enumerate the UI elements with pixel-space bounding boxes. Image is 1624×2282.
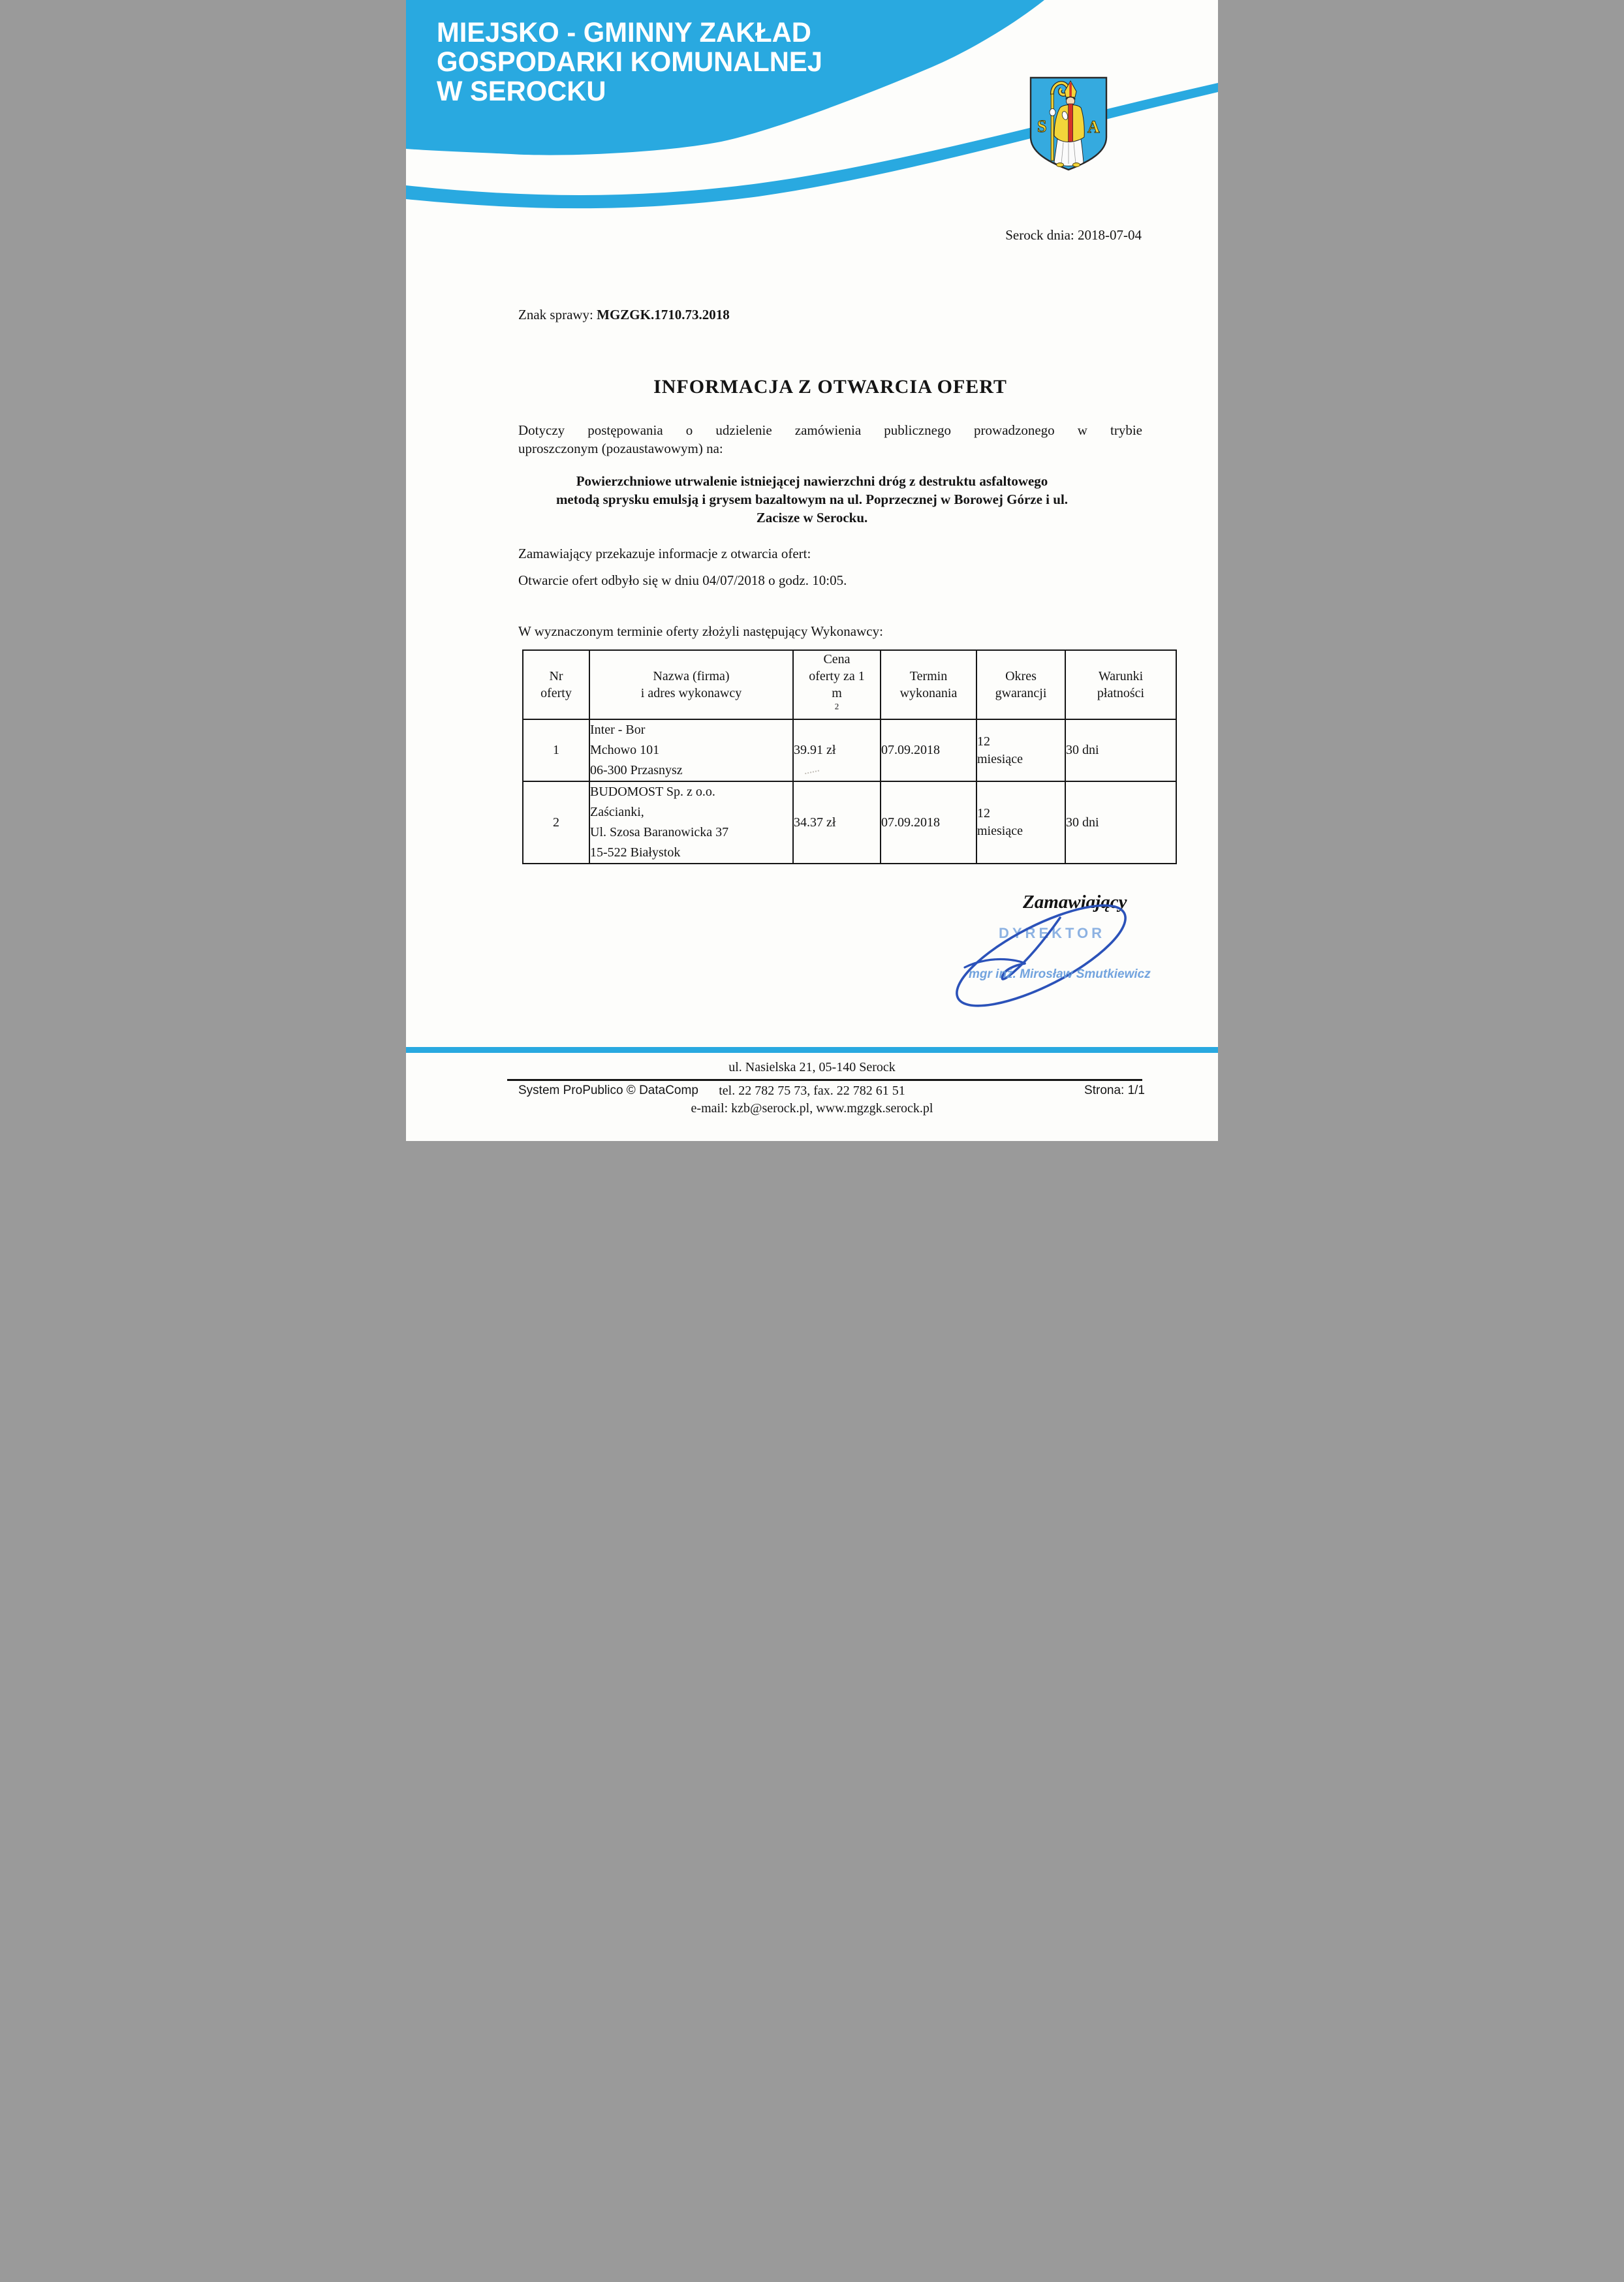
coat-letter-s: S bbox=[1037, 117, 1047, 136]
serock-coat-of-arms-icon bbox=[1027, 74, 1110, 173]
director-stamp-name: mgr inż. Mirosław Smutkiewicz bbox=[969, 967, 1151, 981]
payment-terms: 30 dni bbox=[1065, 719, 1176, 781]
organization-name-line: MIEJSKO - GMINNY ZAKŁAD bbox=[437, 17, 811, 48]
footer-address: ul. Nasielska 21, 05-140 Serock bbox=[728, 1060, 896, 1074]
warranty-period: 12 miesiące bbox=[976, 781, 1065, 864]
case-number-line bbox=[518, 307, 730, 323]
footer-system-credit: System ProPublico © DataComp bbox=[518, 1084, 698, 1097]
case-number-label: Znak sprawy: bbox=[518, 307, 593, 322]
completion-term: 07.09.2018 bbox=[881, 781, 976, 864]
footer-blue-stripe bbox=[406, 1047, 1218, 1053]
footer-divider bbox=[507, 1079, 1142, 1081]
table-row bbox=[523, 781, 1176, 864]
intro-line: Dotyczy postępowania o udzielenie zamówienia publicznego prowadzonego w trybie bbox=[518, 422, 1142, 438]
subject-line: metodą sprysku emulsją i grysem bazaltowym na ul. Poprzecznej w Borowej Górze i ul. bbox=[555, 492, 1069, 507]
col-header-payment: Warunki płatności bbox=[1065, 650, 1176, 719]
table-row bbox=[523, 719, 1176, 781]
offer-price: 39.91 zł bbox=[793, 719, 881, 781]
col-header-contractor: Nazwa (firma) i adres wykonawcy bbox=[589, 650, 793, 719]
offer-price: 34.37 zł bbox=[793, 781, 881, 864]
organization-name bbox=[437, 18, 822, 106]
footer-page-number: Strona: 1/1 bbox=[1084, 1084, 1145, 1097]
warranty-period: 12 miesiące bbox=[976, 719, 1065, 781]
intro-line: uproszczonym (pozaustawowym) na: bbox=[518, 441, 723, 456]
subject-line: Zacisze w Serocku. bbox=[756, 510, 868, 525]
opening-line: Otwarcie ofert odbyło się w dniu 04/07/2018 o godz. 10:05. bbox=[518, 572, 847, 588]
pen-signature bbox=[909, 899, 1137, 1020]
table-header-row bbox=[523, 650, 1176, 719]
col-header-offer-number: Nr oferty bbox=[523, 650, 589, 719]
col-header-price: Cena oferty za 1 m $^2$ bbox=[793, 650, 881, 719]
col-header-warranty: Okres gwarancji bbox=[976, 650, 1065, 719]
case-number-value: MGZGK.1710.73.2018 bbox=[597, 307, 730, 322]
organization-name-line: W SEROCKU bbox=[437, 76, 606, 107]
organization-name-line: GOSPODARKI KOMUNALNEJ bbox=[437, 46, 822, 78]
scan-smudge bbox=[804, 764, 819, 774]
signature-role-label: Zamawiający bbox=[1023, 892, 1127, 913]
coat-letter-a: A bbox=[1087, 117, 1100, 136]
footer-email: e-mail: kzb@serock.pl, www.mgzgk.serock.pl bbox=[691, 1101, 933, 1116]
director-stamp-title: DYREKTOR bbox=[999, 925, 1106, 941]
info-line: Zamawiający przekazuje informacje z otwarcia ofert: bbox=[518, 546, 811, 561]
footer-phone: tel. 22 782 75 73, fax. 22 782 61 51 bbox=[719, 1084, 905, 1098]
table-intro-line: W wyznaczonym terminie oferty złożyli następujący Wykonawcy: bbox=[518, 623, 883, 639]
col-header-term: Termin wykonania bbox=[881, 650, 976, 719]
subject-line: Powierzchniowe utrwalenie istniejącej nawierzchni dróg z destruktu asfaltowego bbox=[576, 473, 1048, 489]
offer-number: 2 bbox=[523, 781, 589, 864]
offers-table bbox=[522, 649, 1177, 864]
procurement-subject bbox=[486, 472, 1138, 527]
offer-number: 1 bbox=[523, 719, 589, 781]
document-page bbox=[406, 0, 1218, 1141]
contractor-name-address: BUDOMOST Sp. z o.o. Zaścianki, Ul. Szosa Baranowicka 37 15-522 Białystok bbox=[589, 781, 793, 864]
contractor-name-address: Inter - Bor Mchowo 101 06-300 Przasnysz bbox=[589, 719, 793, 781]
date-line: Serock dnia: 2018-07-04 bbox=[1005, 227, 1142, 243]
page-title: INFORMACJA Z OTWARCIA OFERT bbox=[653, 376, 1007, 398]
completion-term: 07.09.2018 bbox=[881, 719, 976, 781]
intro-paragraph bbox=[518, 421, 1142, 458]
payment-terms: 30 dni bbox=[1065, 781, 1176, 864]
